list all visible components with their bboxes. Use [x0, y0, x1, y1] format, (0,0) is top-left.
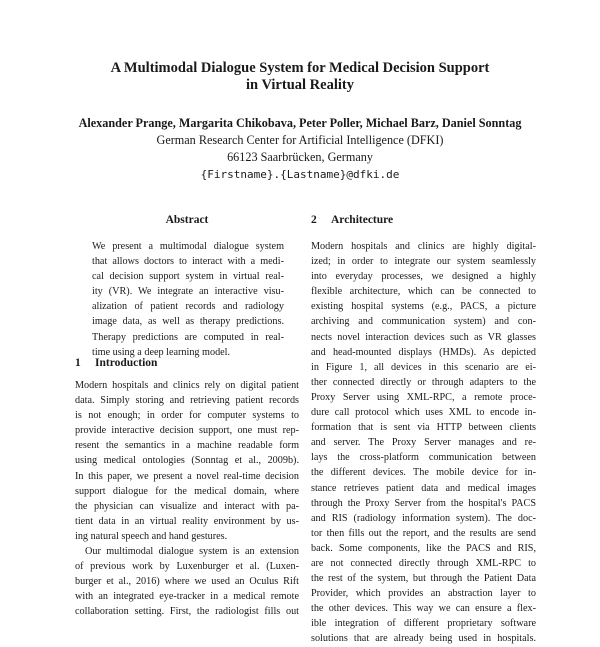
abstract-line: image data, as well as therapy predictions. — [92, 316, 284, 328]
body-line: of previous work by Luxenburger et al. (Luxen- — [75, 561, 299, 573]
body-line: the rest of the system, but through the Patient Data — [311, 573, 536, 585]
body-line: Provider, which provides an abstraction layer to — [311, 588, 536, 600]
body-line: into everyday processes, we designed a highly — [311, 271, 536, 283]
body-line: the different devices. The mobile device for in- — [311, 467, 536, 479]
body-line: and head-mounted displays (HMDs). As depicted — [311, 346, 536, 358]
body-line: ing natural speech and hand gestures. — [75, 530, 228, 542]
address: 66123 Saarbrücken, Germany — [227, 150, 373, 164]
body-line: through the Proxy Server from the hospital's PACS — [311, 497, 536, 509]
body-line: archiving and communication system) and con- — [311, 316, 536, 328]
section-title: Architecture — [331, 214, 394, 226]
body-line: Our multimodal dialogue system is an extension — [85, 546, 299, 558]
section-title: Introduction — [95, 357, 158, 369]
body-line: formation that is sent via HTTP between clients — [311, 422, 536, 434]
body-line: data. Simply storing and retrieving patient records — [75, 395, 299, 407]
body-line: existing hospital systems (e.g., PACS, a picture — [311, 301, 536, 313]
body-line: using medical ontologies (Sonntag et al., 2009b). — [75, 455, 299, 467]
abstract-line: time using a deep learning model. — [92, 346, 231, 358]
body-line: back. Some components, like the PACS and RIS, — [311, 542, 536, 554]
body-line: and RIS (radiology information system). The doc- — [311, 512, 536, 524]
section-number: 1 — [75, 357, 81, 369]
body-line: flexible architecture, which can be connected to — [311, 286, 536, 298]
abstract-line: We present a multimodal dialogue system — [92, 241, 284, 252]
body-line: resent the semantics in a machine readable form — [75, 440, 299, 452]
body-line: collaboration setting. First, the radiologist fills out — [75, 606, 299, 618]
email: {Firstname}.{Lastname}@dfki.de — [200, 168, 400, 181]
body-line: nects novel interaction devices such as VR glasses — [311, 331, 536, 343]
body-line: and server. The Proxy Server manages and re- — [311, 437, 536, 449]
body-line: tor then fills out the report, and the results are send — [311, 527, 536, 539]
body-line: Modern hospitals and clinics rely on digital patient — [75, 380, 299, 391]
body-line: ther connected directly or through adapters to the — [311, 376, 536, 388]
body-line: with an integrated eye-tracker in a medical remote — [75, 591, 299, 603]
abstract-heading: Abstract — [165, 214, 209, 226]
abstract-line: Therapy predictions are computed in real- — [92, 331, 284, 343]
body-line: burger et al., 2016) where we used an Oculus Rift — [75, 576, 299, 588]
body-line: are not connected directly through XML-RPC to — [311, 557, 536, 569]
body-line: provide interactive decision support, one must rep- — [75, 425, 299, 437]
abstract-line: ity (VR). We integrate an interactive visu- — [92, 286, 284, 298]
title-line: A Multimodal Dialogue System for Medical Decision Support — [110, 60, 490, 76]
body-line: in Figure 1, all devices in this scenario are ei- — [311, 361, 536, 373]
abstract-body — [92, 239, 284, 360]
section-heading-introduction — [75, 357, 157, 369]
body-line: the other devices. This way we can ensure a flex- — [311, 603, 536, 615]
affiliation: German Research Center for Artificial Intelligence (DFKI) — [156, 133, 444, 147]
introduction-body — [75, 378, 299, 620]
body-line: support dialogue for the medical domain, where — [75, 485, 299, 497]
body-line: tient data in an virtual reality environment by us- — [75, 515, 299, 527]
body-line: lays the cross-platform communication between — [311, 452, 536, 464]
abstract-line: cal decision support system in virtual real- — [92, 271, 284, 283]
body-line: ized; in order to integrate our system seamlessly — [311, 256, 536, 268]
body-line: Proxy Server using XML-RPC, a remote proce- — [311, 391, 536, 403]
title-line: in Virtual Reality — [246, 77, 354, 93]
body-line: the physician can visualize and interact with pa- — [75, 500, 299, 512]
author-names: Alexander Prange, Margarita Chikobava, Peter Poller, Michael Barz, Daniel Sonntag — [78, 116, 522, 130]
section-number: 2 — [311, 214, 317, 226]
body-line: Modern hospitals and clinics are highly digital- — [311, 241, 536, 252]
body-line: In this paper, we present a novel real-time decision — [75, 470, 299, 482]
author-block — [0, 115, 600, 183]
section-heading-architecture — [311, 214, 393, 226]
body-line: dure call protocol which uses XML to encode in- — [311, 407, 536, 419]
body-line: is not enough; in order for computer systems to — [75, 410, 299, 422]
paper-title — [0, 60, 600, 94]
architecture-body — [311, 239, 536, 647]
body-line: ible integration of different proprietary software — [311, 618, 536, 630]
abstract-line: alization of patient records and radiology — [92, 301, 284, 313]
abstract-line: that allows doctors to interact with a medi- — [92, 256, 284, 268]
body-line: solutions that are already being used in hospitals. — [311, 633, 536, 645]
body-line: stance retrieves patient data and medical images — [311, 482, 536, 494]
